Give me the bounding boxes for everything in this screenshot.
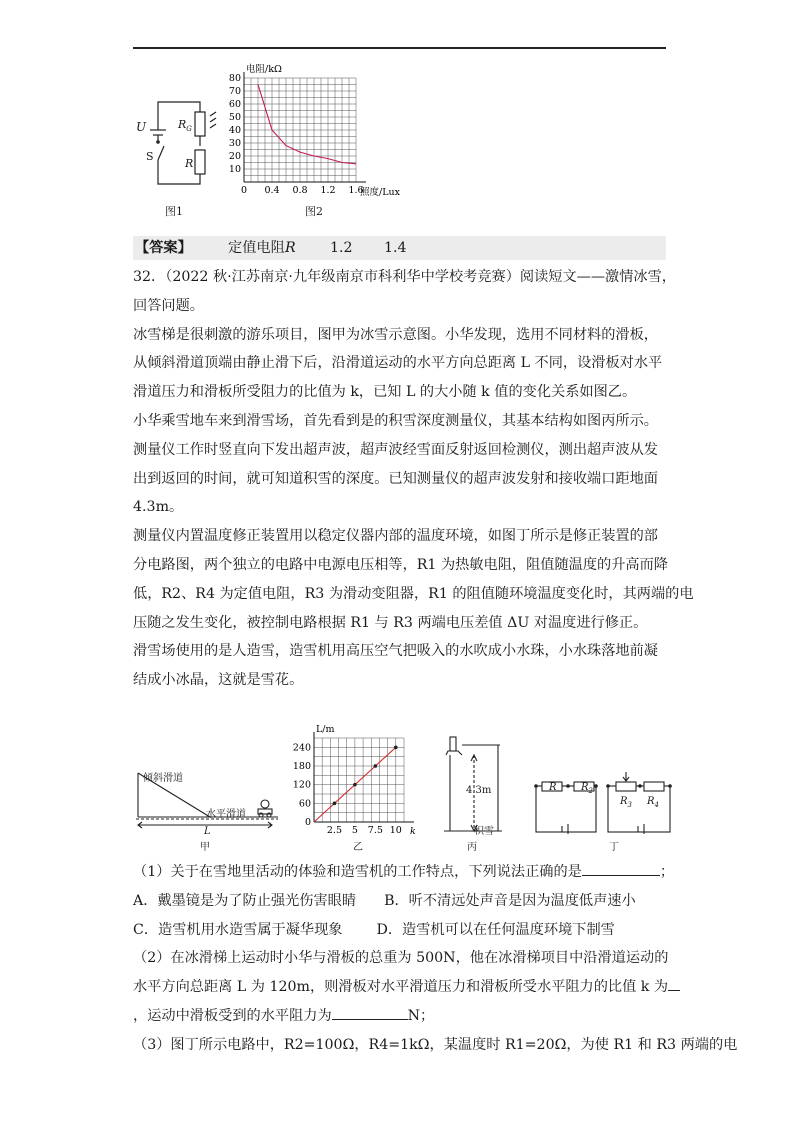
- q32-passage: [133, 263, 694, 695]
- fig-jia-l-label: L: [204, 826, 211, 837]
- question-1: （1）关于在雪地里活动的体验和造雪机的工作特点，下列说法正确的是 ；: [133, 858, 668, 887]
- q32-line: 低，R2、R4 为定值电阻，R3 为滑动变阻器，R1 的阻值随环境温度变化时，其两端的电: [133, 585, 694, 602]
- y-tick-label: 80: [228, 73, 241, 84]
- q32-line: 从倾斜滑道顶端由静止滑下后，沿滑道运动的水平方向总距离 L 不同，设滑板对水平: [133, 355, 663, 372]
- answer-blank-2[interactable]: [668, 974, 680, 991]
- fig2-caption: 图2: [305, 205, 323, 218]
- y-tick-label: 70: [228, 86, 241, 97]
- fig1-rg-label: $R_G$: [178, 118, 192, 134]
- q32-line: 滑道压力和滑板所受阻力的比值为 k，已知 L 的大小随 k 值的变化关系如图乙。: [133, 384, 637, 401]
- y-tick-label: 30: [228, 138, 241, 149]
- option-a[interactable]: A．戴墨镜是为了防止强光伤害眼睛: [133, 892, 357, 909]
- data-point: [394, 746, 398, 750]
- fig-jia-slope-label: 倾斜滑道: [143, 773, 183, 784]
- fig2-chart: [222, 60, 422, 200]
- y-axis-title: L/m: [316, 724, 335, 735]
- question-2-line-2: 水平方向总距离 L 为 120m，则滑板对水平滑道压力和滑板所受水平阻力的比值 k 为: [133, 973, 668, 1002]
- x-tick-label: 7.5: [367, 825, 383, 836]
- y-tick-label: 60: [228, 99, 241, 110]
- y-tick-label: 60: [298, 798, 311, 810]
- fig1-circuit: [140, 90, 220, 190]
- x-axis-title: 照度/Lux: [360, 187, 400, 198]
- data-point: [374, 764, 378, 768]
- option-b[interactable]: B．听不清远处声音是因为温度低声速小: [384, 892, 636, 909]
- fig1-caption: 图1: [165, 205, 183, 218]
- fig-bing-snow-label: 积雪: [474, 826, 494, 837]
- fig-ding-r4-label: $R_4$: [647, 796, 659, 809]
- x-axis-title: k: [410, 826, 416, 837]
- fig-ding-r2-label: $R_2$: [581, 782, 593, 795]
- q32-line: 压随之发生变化，被控制电路根据 R1 与 R3 两端电压差值 ΔU 对温度进行修正。: [133, 614, 648, 631]
- y-tick-label: 0: [304, 817, 311, 828]
- y-tick-label: 50: [228, 112, 241, 123]
- answer-item-1: 定值电阻: [228, 240, 285, 256]
- fig-jia-caption: 甲: [200, 842, 210, 853]
- option-c[interactable]: C．造雪机用水造雪属于凝华现象: [133, 921, 343, 938]
- question-2-line-3: ，运动中滑板受到的水平阻力为 N；: [133, 1002, 668, 1031]
- question-2-line-1: （2）在冰滑梯上运动时小华与滑板的总重为 500N，他在冰滑梯项目中沿滑道运动的: [133, 950, 669, 967]
- fig1-switch-label: S: [146, 150, 154, 163]
- fig-ding-r-label: R: [549, 782, 557, 793]
- fig1-r-label: R: [185, 157, 194, 170]
- q32-line: 滑雪场使用的是人造雪，造雪机用高压空气把吸入的水吹成小水珠，小水珠落地前凝: [133, 643, 658, 660]
- option-d[interactable]: D．造雪机可以在任何温度环境下制雪: [376, 921, 615, 938]
- x-tick-label: 10: [389, 825, 402, 836]
- data-point: [333, 802, 337, 806]
- q32-line: 分电路图，两个独立的电路中电源电压相等，R1 为热敏电阻，阻值随温度的升高而降: [133, 556, 668, 573]
- answer-item-2: R: [285, 240, 296, 256]
- y-tick-label: 180: [292, 761, 311, 772]
- answer-label: 【答案】: [135, 240, 192, 256]
- x-tick-label: 0.4: [264, 185, 280, 196]
- y-tick-label: 240: [292, 742, 311, 754]
- options-ab: [133, 887, 668, 916]
- x-tick-label: 5: [351, 825, 358, 836]
- answer-blank-1[interactable]: [582, 859, 660, 876]
- x-tick-label: 2.5: [326, 825, 343, 836]
- y-tick-label: 40: [228, 125, 241, 136]
- options-cd: [133, 916, 668, 945]
- fig-bing-caption: 丙: [467, 842, 477, 853]
- questions: [133, 858, 738, 1060]
- fig-jia-flat-label: 水平滑道: [206, 809, 246, 820]
- answer-blank-3[interactable]: [332, 1003, 408, 1020]
- fig-yi-chart: [290, 724, 430, 840]
- answer-item-4: 1.4: [384, 240, 407, 256]
- q32-line: 回答问题。: [133, 297, 204, 314]
- answer-item-3: 1.2: [330, 240, 353, 256]
- q32-line: 4.3m。: [133, 499, 184, 516]
- y-axis-title: 电阻/kΩ: [246, 64, 282, 75]
- y-tick-label: 10: [228, 164, 241, 175]
- q32-line: 测量仪工作时竖直向下发出超声波，超声波经雪面反射返回检测仪，测出超声波从发: [133, 441, 658, 458]
- data-point: [353, 783, 357, 787]
- x-tick-label: 0.8: [292, 185, 308, 196]
- fig-ding-caption: 丁: [609, 842, 619, 853]
- header-rule: [133, 47, 666, 49]
- x-tick-label: 1.2: [320, 185, 336, 196]
- y-tick-label: 120: [292, 779, 311, 791]
- q32-line: 32．（2022 秋·江苏南京·九年级南京市科利华中学校考竞赛）阅读短文——激情冰雪，: [133, 269, 676, 285]
- q32-line: 测量仪内置温度修正装置用以稳定仪器内部的温度环境，如图丁所示是修正装置的部: [133, 528, 658, 545]
- fig-yi-caption: 乙: [353, 842, 363, 853]
- q32-line: 出到返回的时间，就可知道积雪的深度。已知测量仪的超声波发射和接收端口距地面: [133, 470, 658, 487]
- q32-line: 冰雪梯是很刺激的游乐项目，图甲为冰雪示意图。小华发现，选用不同材料的滑板，: [133, 326, 658, 343]
- q32-line: 结成小冰晶，这就是雪花。: [133, 672, 304, 689]
- fig1-u-label: U: [136, 120, 147, 134]
- question-3: （3）图丁所示电路中，R2=100Ω，R4=1kΩ，某温度时 R1=20Ω，为使 R1 和 R3 两端的电: [133, 1036, 738, 1053]
- x-tick-label: 0: [240, 185, 248, 196]
- y-tick-label: 20: [228, 151, 241, 162]
- fig-bing-height-label: 4.3m: [466, 785, 492, 796]
- fig-ding-r3-label: $R_3$: [620, 796, 632, 809]
- x-tick-label: 1.6: [348, 185, 364, 196]
- q32-line: 小华乘雪地车来到滑雪场，首先看到是的积雪深度测量仪，其基本结构如图丙所示。: [133, 412, 658, 429]
